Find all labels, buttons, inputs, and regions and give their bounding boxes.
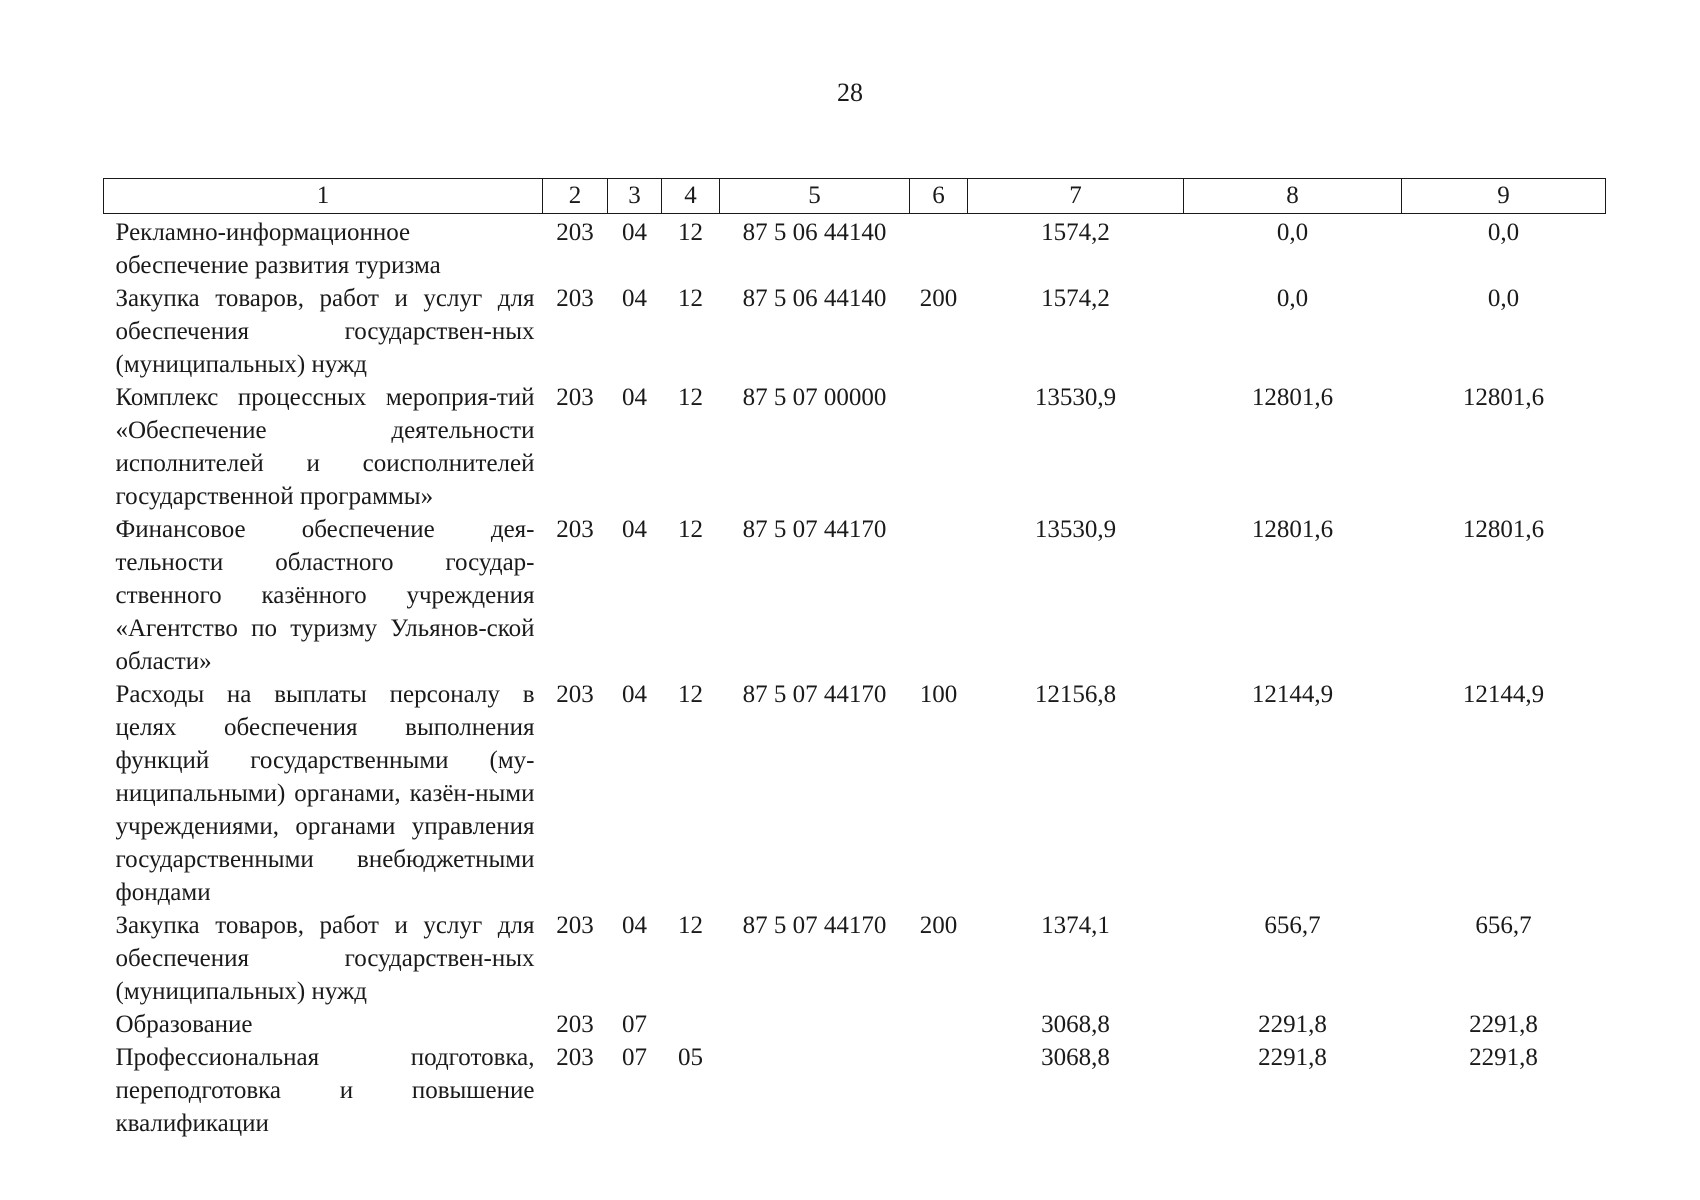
column-number-row [104,179,1606,214]
cell-expense-type [910,1041,968,1140]
cell-ministry: 203 [556,516,594,543]
cell-amount-col8: 656,7 [1264,912,1321,939]
cell-ministry: 203 [556,681,594,708]
cell-target-article: 87 5 07 00000 [742,384,887,411]
column-header: 7 [968,179,1184,214]
cell-target-article: 87 5 07 44170 [742,516,887,543]
table-row [104,282,1606,381]
cell-subsection: 12 [678,516,703,543]
cell-target-article: 87 5 07 44170 [742,681,887,708]
column-header: 9 [1402,179,1606,214]
table-row [104,1008,1606,1041]
cell-amount-col8: 12144,9 [1251,681,1334,708]
cell-subsection: 12 [678,681,703,708]
cell-target-article: 87 5 07 44170 [742,912,887,939]
cell-subsection: 12 [678,285,703,312]
cell-amount-col9: 12144,9 [1462,681,1545,708]
row-name: Расходы на выплаты персоналу в целях обеспечения выполнения функций государственными (му-ниципальными) органами, казён-ными учреждениями, органами управления государственными внебюджетными фондами [115,681,535,906]
cell-amount-col8: 2291,8 [1258,1044,1327,1071]
cell-amount-col9: 0,0 [1487,285,1520,312]
cell-ministry: 203 [556,285,594,312]
cell-section: 04 [622,219,647,246]
row-name: Профессиональная подготовка, переподготовка и повышение квалификации [115,1044,535,1137]
cell-ministry: 203 [556,1044,594,1071]
cell-amount-col7: 1574,2 [1041,285,1110,312]
column-header: 2 [543,179,608,214]
cell-expense-type: 200 [919,285,958,312]
cell-ministry: 203 [556,1011,594,1038]
cell-subsection [662,1008,720,1041]
cell-target-article: 87 5 06 44140 [742,219,887,246]
cell-ministry: 203 [556,912,594,939]
cell-amount-col8: 2291,8 [1258,1011,1327,1038]
cell-amount-col9: 2291,8 [1469,1044,1538,1071]
table-row [104,1041,1606,1140]
cell-target-article: 87 5 06 44140 [742,285,887,312]
cell-target-article [720,1008,910,1041]
cell-expense-type [910,214,968,283]
cell-expense-type: 100 [919,681,958,708]
cell-amount-col9: 656,7 [1475,912,1532,939]
cell-amount-col7: 3068,8 [1041,1044,1110,1071]
row-name: Образование [115,1011,253,1038]
table-row [104,909,1606,1008]
table-row [104,381,1606,513]
table-body [104,214,1606,1141]
cell-subsection: 12 [678,219,703,246]
cell-section: 04 [622,285,647,312]
column-header: 5 [720,179,910,214]
cell-expense-type [910,513,968,678]
cell-section: 07 [622,1044,647,1071]
cell-expense-type [910,1008,968,1041]
cell-amount-col9: 2291,8 [1469,1011,1538,1038]
page-number: 28 [837,78,863,107]
cell-amount-col8: 0,0 [1276,219,1309,246]
row-name: Комплекс процессных мероприя-тий «Обеспечение деятельности исполнителей и соисполнителей государственной программы» [115,384,535,510]
cell-amount-col9: 0,0 [1487,219,1520,246]
cell-amount-col9: 12801,6 [1462,516,1545,543]
cell-ministry: 203 [556,384,594,411]
table-row [104,678,1606,909]
row-name: Закупка товаров, работ и услуг для обеспечения государствен-ных (муниципальных) нужд [115,912,535,1005]
column-header: 6 [910,179,968,214]
column-header: 3 [608,179,662,214]
cell-amount-col7: 13530,9 [1034,516,1117,543]
cell-section: 04 [622,912,647,939]
cell-target-article [720,1041,910,1140]
cell-expense-type: 200 [919,912,958,939]
cell-amount-col8: 0,0 [1276,285,1309,312]
budget-table [103,178,1606,1140]
cell-amount-col7: 1574,2 [1041,219,1110,246]
cell-amount-col9: 12801,6 [1462,384,1545,411]
column-header: 4 [662,179,720,214]
cell-amount-col7: 1374,1 [1041,912,1110,939]
row-name: Рекламно-информационное обеспечение развития туризма [115,219,441,279]
cell-section: 04 [622,384,647,411]
row-name: Закупка товаров, работ и услуг для обеспечения государствен-ных (муниципальных) нужд [115,285,535,378]
table-row [104,214,1606,283]
table-row [104,513,1606,678]
cell-subsection: 12 [678,912,703,939]
cell-amount-col7: 3068,8 [1041,1011,1110,1038]
column-header: 8 [1184,179,1402,214]
cell-amount-col7: 13530,9 [1034,384,1117,411]
cell-ministry: 203 [556,219,594,246]
cell-amount-col8: 12801,6 [1251,384,1334,411]
cell-subsection: 12 [678,384,703,411]
cell-amount-col8: 12801,6 [1251,516,1334,543]
cell-amount-col7: 12156,8 [1034,681,1117,708]
cell-section: 04 [622,516,647,543]
column-header: 1 [104,179,543,214]
cell-section: 07 [622,1011,647,1038]
cell-section: 04 [622,681,647,708]
cell-subsection: 05 [678,1044,703,1071]
row-name: Финансовое обеспечение дея-тельности областного государ-ственного казённого учреждения «Агентство по туризму Ульянов-ской области» [115,516,535,675]
cell-expense-type [910,381,968,513]
